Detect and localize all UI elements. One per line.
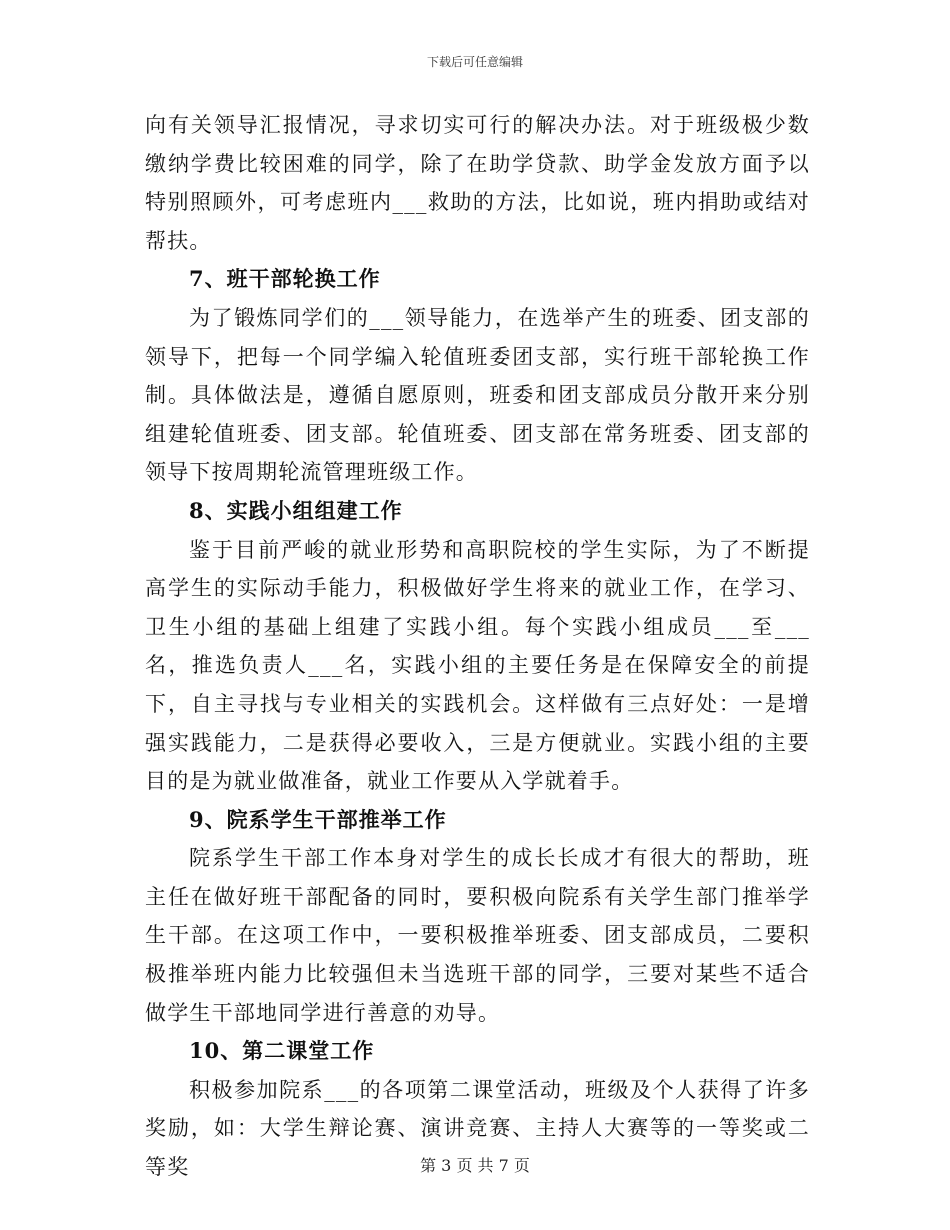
paragraph-section-7: 为了锻炼同学们的___领导能力，在选举产生的班委、团支部的领导下，把每一个同学编入轮值班委团支部，实行班干部轮换工作制。具体做法是，遵循自愿原则，班委和团支部成员分散开来分别组建轮值班委、团支部。轮值班委、团支部在常务班委、团支部的领导下按周期轮流管理班级工作。 [145,305,810,485]
page-footer: 第 3 页 共 7 页 [420,1156,530,1175]
paragraph-continued: 向有关领导汇报情况，寻求切实可行的解决办法。对于班级极少数缴纳学费比较困难的同学，除了在助学贷款、助学金发放方面予以特别照顾外，可考虑班内___救助的方法，比如说，班内捐助或结对帮扶。 [145,113,810,253]
paragraph-section-9: 院系学生干部工作本身对学生的成长长成才有很大的帮助，班主任在做好班干部配备的同时，要积极向院系有关学生部门推举学生干部。在这项工作中，一要积极推举班委、团支部成员，二要积极推举班内能力比较强但未当选班干部的同学，三要对某些不适合做学生干部地同学进行善意的劝导。 [145,846,810,1025]
section-heading-10: 10、第二课堂工作 [189,1038,375,1064]
page-header: 下载后可任意编辑 [426,55,523,69]
section-heading-9: 9、院系学生干部推举工作 [189,806,447,832]
section-heading-7: 7、班干部轮换工作 [189,266,381,292]
paragraph-section-10: 积极参加院系___的各项第二课堂活动，班级及个人获得了许多奖励，如：大学生辩论赛、演讲竞赛、主持人大赛等的一等奖或二等奖 [145,1077,810,1180]
document-body [145,106,810,1187]
paragraph-section-8: 鉴于目前严峻的就业形势和高职院校的学生实际，为了不断提高学生的实际动手能力，积极做好学生将来的就业工作，在学习、卫生小组的基础上组建了实践小组。每个实践小组成员___至___名，推选负责人___名，实践小组的主要任务是在保障安全的前提下，自主寻找与专业相关的实践机会。这样做有三点好处：一是增强实践能力，二是获得必要收入，三是方便就业。实践小组的主要目的是为就业做准备，就业工作要从入学就着手。 [145,537,810,794]
section-heading-8: 8、实践小组组建工作 [189,497,403,523]
